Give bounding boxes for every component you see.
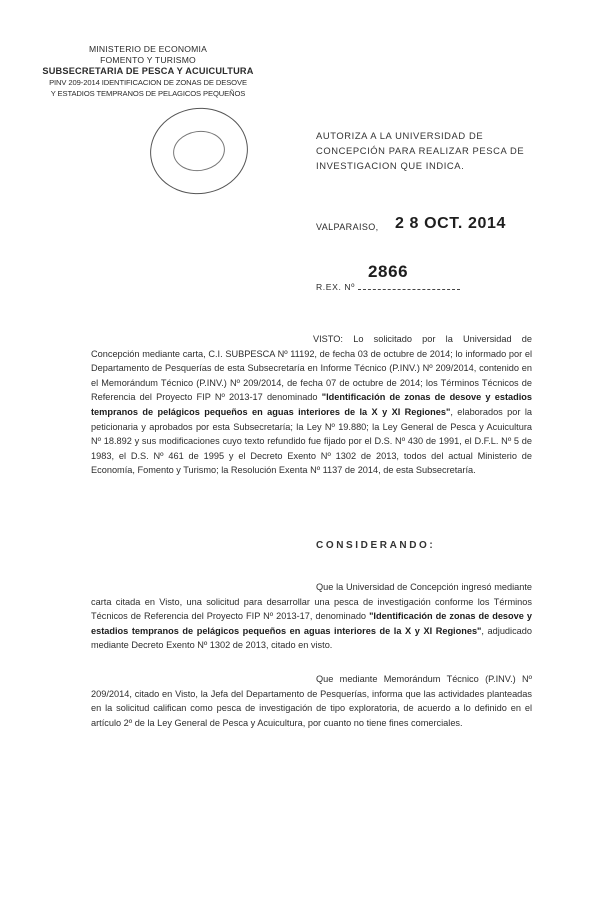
file-reference-line2: Y ESTADIOS TEMPRANOS DE PELAGICOS PEQUEÑOS — [50, 89, 246, 98]
considerando-paragraph-2 — [91, 672, 532, 730]
rex-underline — [358, 289, 460, 290]
considerando-paragraph-1 — [91, 580, 532, 653]
c1-text-1: Que la Universidad de Concepción ingresó mediante carta citada en Visto, una solicitud para desarrollar una pesca de investigación conforme los Términos Técnicos de Referencia del Proyecto FIP Nº 2013-17, denominado — [91, 582, 532, 622]
c2-text-1: Que mediante Memorándum Técnico (P.INV.) Nº 209/2014, citado en Visto, la Jefa del Departamento de Pesquerías, informa que las actividades planteadas en la solicitud califican como pesca de investigación de tipo exploratoria, de acuerdo a lo definido en el artículo 2º de la Ley General de Pesca y Acuicultura, por cuanto no tiene fines comerciales. — [91, 674, 532, 728]
resolution-number: 2866 — [368, 262, 409, 281]
seal-inner-ring — [170, 128, 227, 175]
ministry-line: MINISTERIO DE ECONOMIA — [88, 44, 208, 54]
considerando-heading: CONSIDERANDO: — [316, 540, 436, 551]
visto-project-title: "Identificación de zonas de desove y estadios tempranos de pelágicos pequeños en aguas interiores de la X y XI Regiones" — [91, 392, 533, 417]
official-seal — [144, 102, 253, 201]
rex-label: R.EX. Nº — [316, 282, 355, 292]
visto-paragraph — [91, 332, 532, 478]
subsecretaria-line: SUBSECRETARIA DE PESCA Y ACUICULTURA — [42, 66, 254, 76]
ministry-subline: FOMENTO Y TURISMO — [100, 55, 196, 65]
c1-project-title: "Identificación de zonas de desove y estadios tempranos de pelágicos pequeños en aguas interiores de la X y XI Regiones" — [91, 611, 532, 636]
place-label: VALPARAISO, — [316, 222, 379, 232]
visto-text-1: Lo solicitado por la Universidad de Concepción mediante carta, C.I. SUBPESCA Nº 11192, de fecha 03 de octubre de 2014; lo informado por el Departamento de Pesquerías de esta Subsecretaría en Informe Técnico (P.INV.) Nº 209/2014, contenido en el Memorándum Técnico (P.INV.) Nº 209/2014, de fecha 07 de octubre de 2014; los Términos Técnicos de Referencia del Proyecto FIP Nº 2013-17 denominado — [91, 334, 532, 403]
resolution-date: 2 8 OCT. 2014 — [395, 215, 506, 232]
letterhead — [28, 44, 268, 99]
c1-text-2: , adjudicado mediante Decreto Exento Nº 1302 de 2013, citado en visto. — [91, 625, 532, 651]
visto-label: VISTO: — [313, 334, 343, 344]
file-reference-line1: PINV 209-2014 IDENTIFICACION DE ZONAS DE DESOVE — [49, 78, 247, 87]
visto-text-2: , elaborados por la peticionaria y aprobados por esta Subsecretaría; la Ley Nº 19.880; la Ley General de Pesca y Acuicultura Nº 18.892 y sus modificaciones cuyo texto refundido fue fijado por el D.S. Nº 430 de 1991, el D.F.L. Nº 5 de 1983, el D.S. Nº 461 de 1995 y el Decreto Exento Nº 1302 de 2013, todos del actual Ministerio de Economía, Fomento y Turismo; la Resolución Exenta Nº 1137 de 2014, de esta Subsecretaría. — [91, 406, 532, 476]
resolution-subject: AUTORIZA A LA UNIVERSIDAD DE CONCEPCIÓN PARA REALIZAR PESCA DE INVESTIGACION QUE INDICA. — [316, 130, 525, 171]
